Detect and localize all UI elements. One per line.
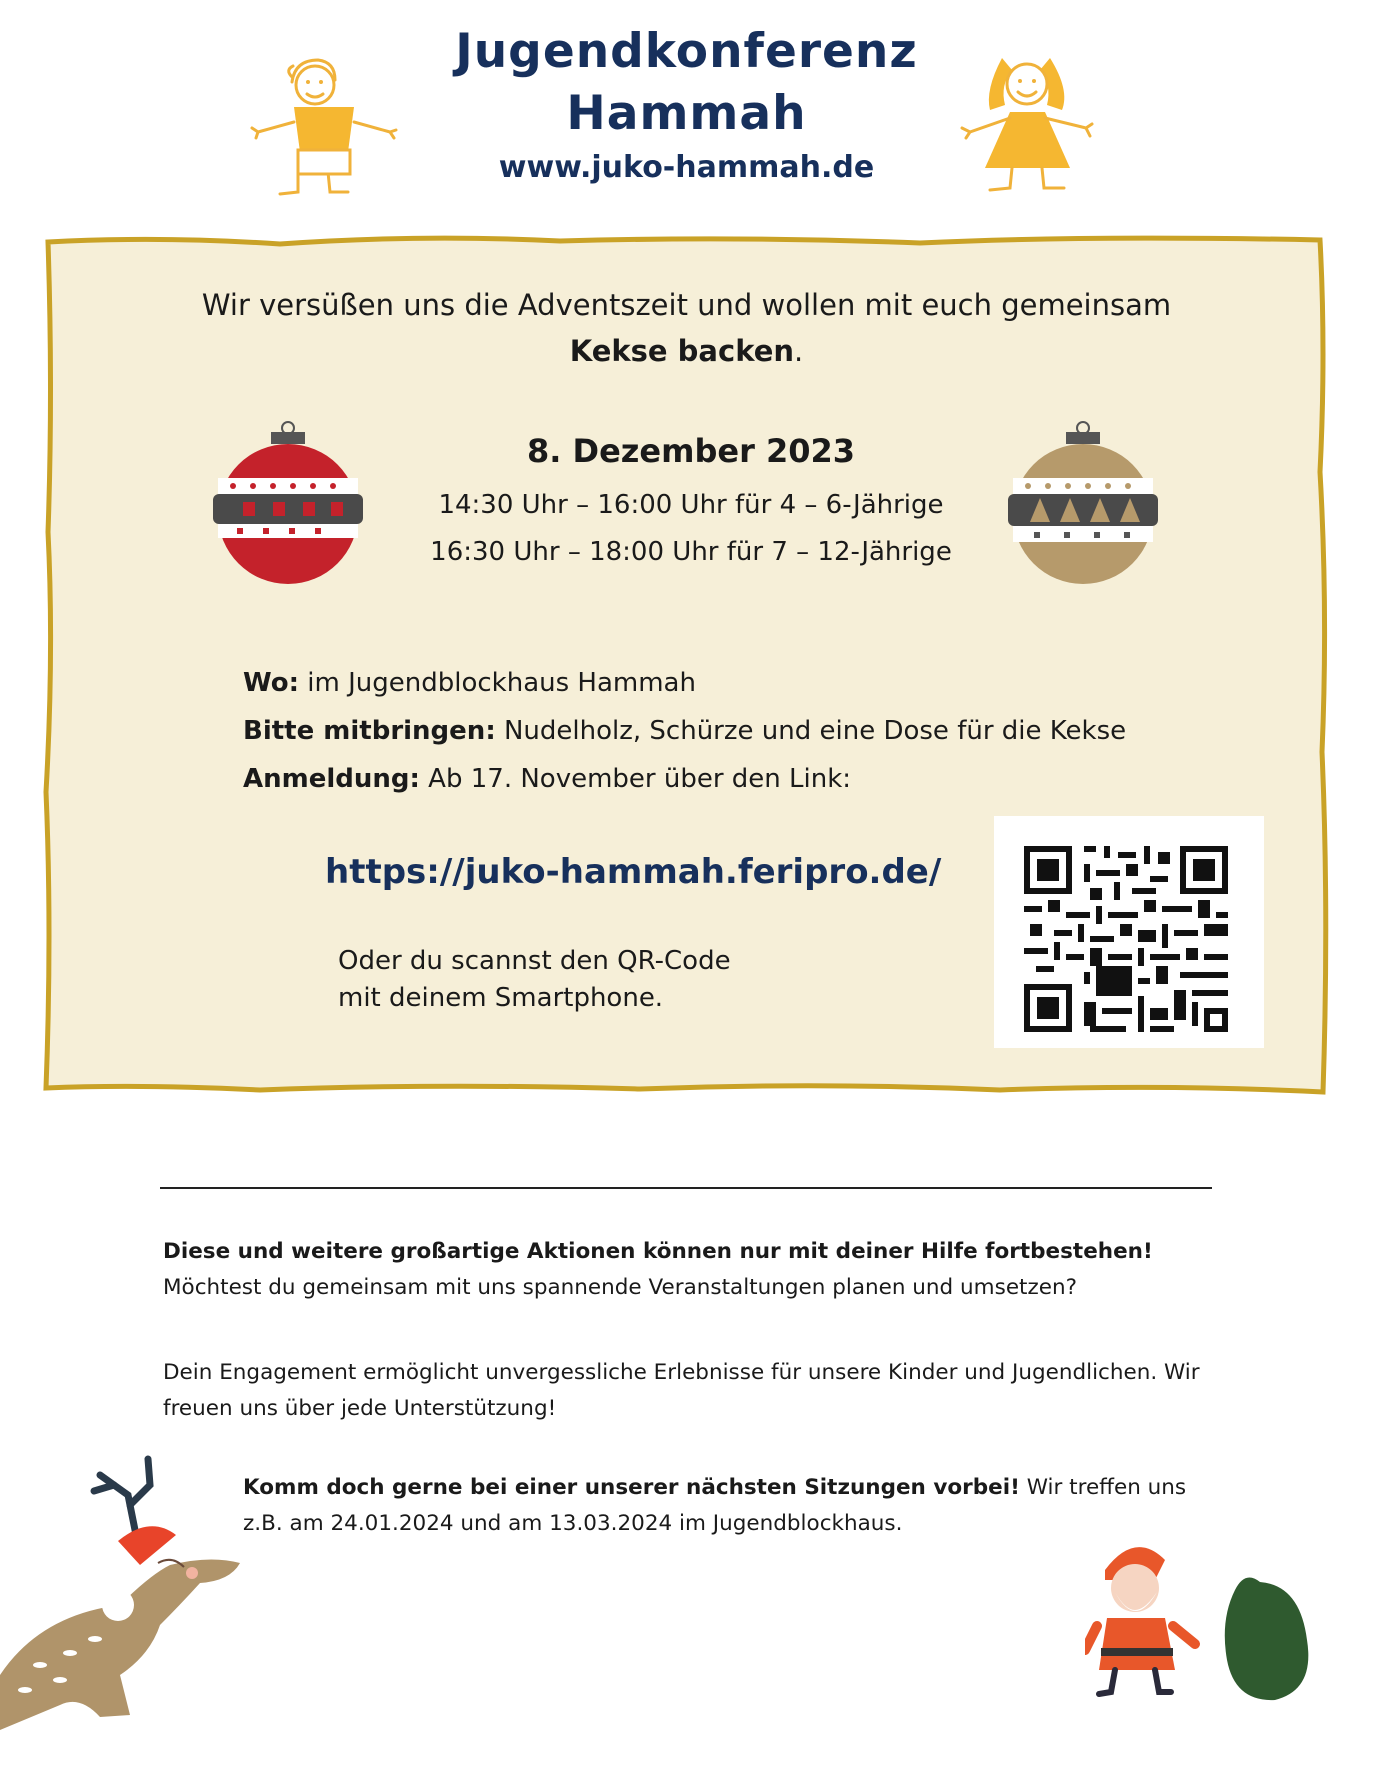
red-ornament-icon: [213, 418, 363, 584]
event-date: 8. Dezember 2023: [526, 432, 856, 470]
divider: [160, 1187, 1212, 1189]
registration-line: Anmeldung: Ab 17. November über den Link:: [243, 764, 852, 794]
scan-hint-line1: Oder du scannst den QR-Code: [338, 946, 731, 976]
girl-figure-icon: [950, 50, 1110, 200]
gold-ornament-icon: [1008, 418, 1158, 584]
time-slot-2: 16:30 Uhr – 18:00 Uhr für 7 – 12-Jährige: [430, 537, 952, 567]
scan-hint-line2: mit deinem Smartphone.: [338, 983, 664, 1013]
page-title: Jugendkonferenz: [455, 24, 918, 79]
santa-icon: [1085, 1530, 1325, 1710]
page-subtitle: Hammah: [566, 86, 807, 141]
qr-code-panel: [994, 816, 1264, 1048]
appeal-paragraph: Diese und weitere großartige Aktionen können nur mit deiner Hilfe fortbestehen! Möchtest du gemeinsam mit uns spannende Veranstaltungen planen und umsetzen?: [163, 1239, 1153, 1300]
intro-highlight: Kekse backen.: [569, 334, 804, 368]
intro-line: Wir versüßen uns die Adventszeit und wollen mit euch gemeinsam: [201, 288, 1172, 322]
location-line: Wo: im Jugendblockhaus Hammah: [243, 668, 696, 698]
engagement-paragraph: Dein Engagement ermöglicht unvergessliche Erlebnisse für unsere Kinder und Jugendlichen. Wir freuen uns über jede Unterstützung!: [163, 1360, 1200, 1421]
meeting-paragraph: Komm doch gerne bei einer unserer nächsten Sitzungen vorbei! Wir treffen uns z.B. am 24.01.2024 und am 13.03.2024 im Jugendblockhaus.: [243, 1475, 1187, 1536]
reindeer-icon: [0, 1455, 260, 1735]
bring-line: Bitte mitbringen: Nudelholz, Schürze und eine Dose für die Kekse: [243, 716, 1127, 746]
qr-code-icon[interactable]: [994, 816, 1264, 1048]
registration-link[interactable]: https://juko-hammah.feripro.de/: [325, 852, 942, 892]
time-slot-1: 14:30 Uhr – 16:00 Uhr für 4 – 6-Jährige: [438, 490, 944, 520]
website-link[interactable]: www.juko-hammah.de: [498, 150, 875, 185]
